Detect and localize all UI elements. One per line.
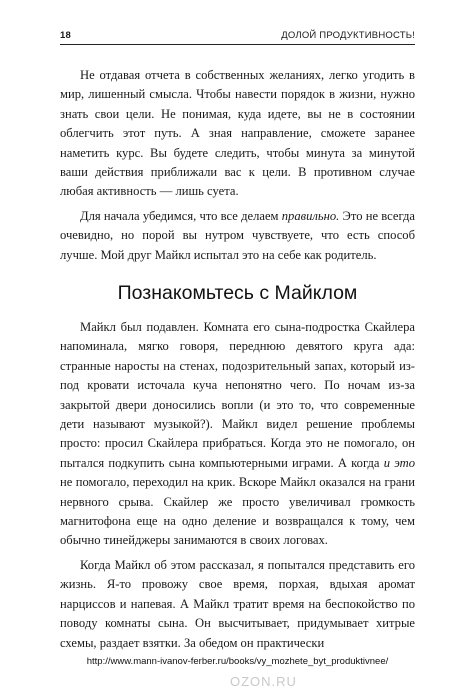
paragraph [60,318,415,551]
footer-url-link[interactable]: http://www.mann-ivanov-ferber.ru/books/vy_mozhete_byt_produktivnee/ [86,656,389,667]
running-title: ДОЛОЙ ПРОДУКТИВНОСТЬ! [281,30,415,41]
body-text-top [60,66,415,265]
running-header [60,30,415,45]
paragraph [60,207,415,265]
section-heading: Познакомьтесь с Майклом [117,282,358,304]
paragraph-text: Для начала убедимся, что все делаем [80,208,282,223]
emphasis-text: и это [383,455,415,470]
paragraph-text: Это не всегда очевидно, но порой вы нутром чувствуете, что есть способ лучше. Мой друг Майкл испытал это на себе как родитель. [60,208,415,262]
paragraph: Не отдавая отчета в собственных желаниях, легко угодить в мир, лишенный смысла. Чтобы навести порядок в жизни, нужно знать свои цели. Не понимая, куда идете, вы не в состоянии облегчить этот путь. А зная направление, сможете заранее наметить курс. Вы будете следить, чтобы минута за минутой ваши действия приближали вас к цели. В противном случае любая активность — лишь суета. [60,68,415,199]
body-text-bottom [60,318,415,653]
paragraph: Когда Майкл об этом рассказал, я попытался представить его жизнь. Я-то провожу свое время, порхая, вдыхая аромат нарциссов и напевая. А Майкл тратит время на беспокойство по поводу комнаты сына. Он высчитывает, придумывает хитрые схемы, раздает взятки. За обедом он практически [60,557,415,650]
paragraph-text: Майкл был подавлен. Комната его сына-подростка Скайлера напоминала, мягко говоря, переднюю девятого круга ада: странные наросты на стенах, подозрительный запах, который из-под кровати источала куча непонятно чего. По ночам из-за закрытой двери доносились вопли (и это то, что современные дети называют музыкой?). Майкл видел решение проблемы просто: просил Скайлера прибраться. Когда это не помогало, он пытался подкупить сына компьютерными играми. А когда [60,320,415,470]
paragraph-text: не помогало, переходил на крик. Вскоре Майкл оказался на грани нервного срыва. Скайлер же просто увеличивал громкость магнитофона еще на одно деление и возвращался к тому, чем обычно тинейджеры занимаются в своих логовах. [60,475,415,548]
watermark: OZON.RU [230,674,297,689]
page-number: 18 [60,30,71,41]
emphasis-text: правильно. [281,208,340,223]
